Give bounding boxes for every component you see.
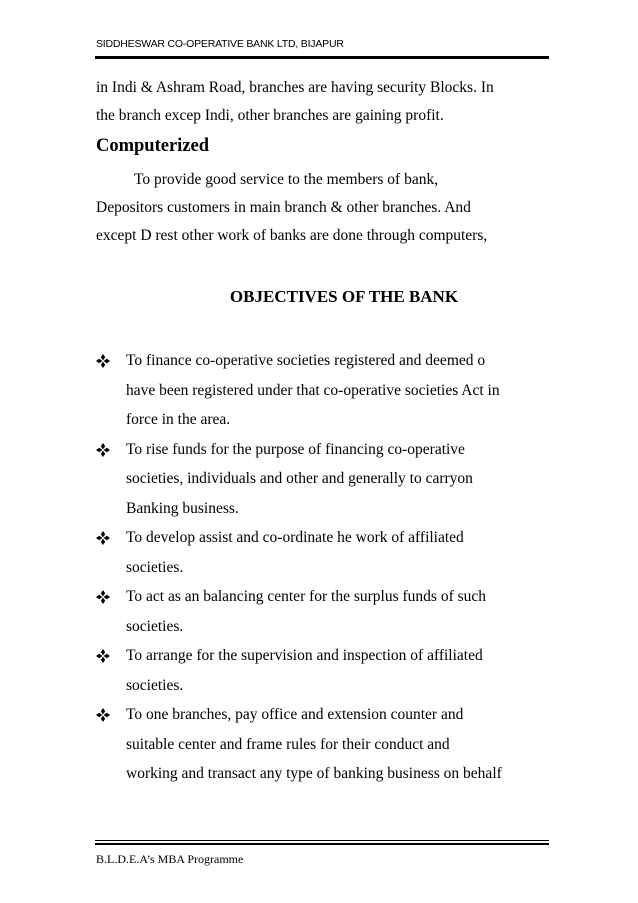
- objective-line: To one branches, pay office and extension counter and: [126, 706, 464, 723]
- objective-line: force in the area.: [126, 411, 231, 428]
- objective-item: [96, 346, 556, 435]
- objective-item: [96, 523, 556, 582]
- objectives-list: [96, 346, 556, 789]
- objective-line: suitable center and frame rules for their conduct and: [126, 735, 450, 753]
- objective-line: Banking business.: [126, 499, 239, 517]
- objective-line: societies.: [126, 676, 184, 694]
- objective-line: societies.: [126, 617, 184, 635]
- diamond-bullet-icon: [96, 590, 110, 604]
- diamond-bullet-icon: [96, 354, 110, 368]
- objective-line: societies.: [126, 558, 184, 576]
- objective-item: [96, 435, 556, 524]
- computerized-line: To provide good service to the members of bank,: [134, 171, 439, 188]
- objective-line: To arrange for the supervision and inspection of affiliated: [126, 647, 483, 664]
- objective-line: To rise funds for the purpose of financing co-operative: [126, 440, 465, 458]
- diamond-bullet-icon: [96, 708, 110, 722]
- intro-line: the branch excep Indi, other branches are gaining profit.: [96, 107, 444, 124]
- computerized-paragraph: [96, 166, 556, 250]
- section-heading-computerized: Computerized: [96, 136, 210, 156]
- objective-item: [96, 641, 556, 700]
- diamond-bullet-icon: [96, 649, 110, 663]
- computerized-line: except D rest other work of banks are done through computers,: [96, 227, 488, 244]
- diamond-bullet-icon: [96, 531, 110, 545]
- objectives-heading: OBJECTIVES OF THE BANK: [229, 287, 459, 306]
- page-footer-text: B.L.D.E.A’s MBA Programme: [96, 852, 244, 866]
- objective-line: To develop assist and co-ordinate he work of affiliated: [126, 529, 464, 546]
- objective-item: [96, 582, 556, 641]
- diamond-bullet-icon: [96, 443, 110, 457]
- page-header-title: SIDDHESWAR CO-OPERATIVE BANK LTD, BIJAPUR: [96, 38, 344, 50]
- intro-line: in Indi & Ashram Road, branches are having security Blocks. In: [96, 79, 494, 96]
- objective-line: To act as an balancing center for the surplus funds of such: [126, 588, 487, 605]
- footer-divider: [95, 840, 549, 841]
- computerized-line: Depositors customers in main branch & other branches. And: [96, 199, 471, 216]
- objective-line: societies, individuals and other and generally to carryon: [126, 470, 473, 487]
- objective-line: working and transact any type of banking business on behalf: [126, 765, 502, 782]
- footer-divider: [95, 843, 549, 845]
- objective-line: To finance co-operative societies registered and deemed o: [126, 352, 486, 369]
- objective-item: [96, 700, 556, 789]
- header-divider: [95, 56, 549, 59]
- objective-line: have been registered under that co-operative societies Act in: [126, 381, 500, 399]
- intro-paragraph: [96, 74, 556, 130]
